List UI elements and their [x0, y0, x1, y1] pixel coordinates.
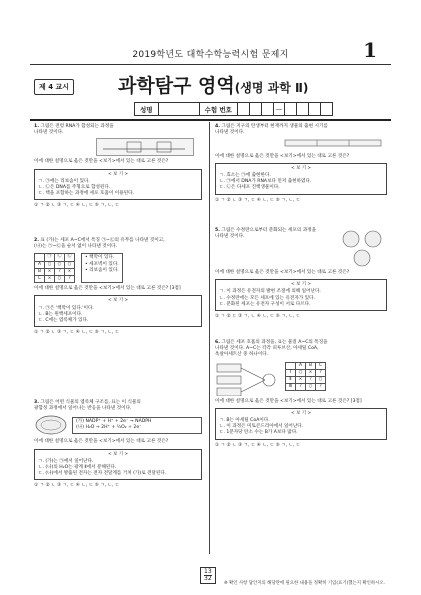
- bogi-box: [215, 163, 387, 195]
- answer-choices[interactable]: ① ㄱ ② ㄷ ③ ㄱ, ㄴ ④ ㄴ, ㄷ ⑤ ㄱ, ㄴ, ㄷ: [215, 314, 301, 320]
- bogi-item: ㄴ. 이 과정은 미토콘드리아에서 일어난다.: [219, 424, 304, 430]
- table-cell: Ⅰ: [286, 369, 296, 376]
- answer-choices[interactable]: ① ㄱ ② ㄴ ③ ㄱ, ㄷ ④ ㄴ, ㄷ ⑤ ㄱ, ㄴ, ㄷ: [34, 483, 120, 489]
- table-cell: B: [306, 362, 316, 369]
- table-cell: ?: [296, 384, 306, 391]
- exam-title: 2019학년도 대학수학능력시험 문제지: [132, 50, 289, 60]
- table-cell: C: [35, 276, 45, 283]
- question-number: 3.: [34, 400, 39, 405]
- table-cell: ?: [306, 377, 316, 384]
- reaction-table: [72, 417, 202, 433]
- name-label: 성명: [135, 103, 159, 115]
- id-cell[interactable]: [309, 103, 321, 115]
- figure-area: [215, 362, 387, 396]
- question-stem: 나타낸 것이다.: [215, 130, 245, 136]
- bogi-box: [215, 408, 387, 440]
- question-number: 2.: [34, 238, 39, 243]
- feature-list: [81, 253, 123, 283]
- answer-choices[interactable]: ① ㄱ ② ㄴ ③ ㄱ, ㄷ ④ ㄴ, ㄷ ⑤ ㄱ, ㄴ, ㄷ: [34, 330, 120, 336]
- question-stem: (나)는 ㉠~㉢을 순서 없이 나타낸 것이다.: [34, 244, 118, 250]
- table-cell: ㉠: [45, 254, 55, 261]
- bogi-item: ㄱ. ㉠에는 리보솜이 있다.: [38, 178, 90, 184]
- bogi-item: ㄷ. ㉡은 다세포 진핵생물이다.: [219, 185, 280, 191]
- question-prompt: 이에 대한 설명으로 옳은 것만을 <보기>에서 있는 대로 고른 것은?: [215, 153, 350, 159]
- question-3: [34, 400, 202, 490]
- bogi-item: ㄷ. C에는 엽록체가 있다.: [38, 318, 89, 324]
- reaction-item: (가) NADP⁺ + H⁺ + 2e⁻ → NADPH: [76, 419, 152, 425]
- table-cell: ○: [316, 377, 326, 384]
- feature-table: [34, 253, 75, 283]
- question-5: [215, 228, 387, 320]
- question-prompt: 이에 대한 설명으로 옳은 것만을 <보기>에서 있는 대로 고른 것은?: [215, 270, 350, 275]
- table-cell: ×: [296, 377, 306, 384]
- table-cell: C: [316, 362, 326, 369]
- bogi-box: [215, 279, 387, 311]
- question-stem: 나타낸 것이다.: [34, 130, 64, 136]
- bogi-title: < 보 기 >: [290, 282, 312, 288]
- bogi-item: ㄷ. 1분자당 탄소 수는 B가 A보다 많다.: [219, 430, 298, 436]
- question-stem: 나타낸 것이다.: [215, 234, 245, 240]
- table-cell: ○: [55, 261, 65, 268]
- id-label: 수험 번호: [200, 103, 238, 115]
- bogi-item: ㄱ. 이 과정은 유전자의 발현 조절에 의해 일어난다.: [219, 289, 321, 295]
- table-cell: Ⅱ: [286, 377, 296, 384]
- table-cell: ×: [65, 268, 75, 275]
- chloroplast-diagram: [34, 414, 68, 436]
- feature-item: • 리보솜이 있다.: [85, 267, 119, 273]
- question-stem: 광합성 과정에서 일어나는 반응을 나타낸 것이다.: [34, 406, 132, 412]
- question-stem: 그림은 세포 호흡의 과정을, 표는 물질 A~C의 특징을: [221, 340, 328, 345]
- table-cell: [286, 362, 296, 369]
- bogi-box: [34, 295, 202, 327]
- candidate-info: [134, 102, 333, 116]
- id-cell[interactable]: [321, 103, 332, 115]
- page-number: 1: [363, 38, 377, 62]
- question-stem: 표 (가)는 세포 A~C에서 특징 ㉠~㉢의 유무를 나타낸 것이고,: [40, 238, 165, 243]
- bogi-item: ㄷ. 핵을 포함하는 과정에 세포 호흡이 이용된다.: [38, 191, 134, 197]
- table-cell: ㉡: [55, 254, 65, 261]
- question-prompt: 이에 대한 설명으로 옳은 것만을 <보기>에서 있는 대로 고른 것은? [3점]: [215, 398, 362, 404]
- question-1: [34, 124, 202, 210]
- table-area: [34, 253, 202, 283]
- transcription-diagram: [97, 139, 193, 155]
- q5-text: [215, 228, 333, 268]
- column-divider: [209, 122, 210, 554]
- bogi-title: < 보 기 >: [107, 171, 129, 177]
- id-cell[interactable]: [250, 103, 262, 115]
- header-divider: [30, 64, 391, 65]
- bogi-item: ㄱ. 효소는 ㉠에 출현한다.: [219, 173, 271, 179]
- reaction-item: (나) H₂O → 2H⁺ + ½O₂ + 2e⁻: [76, 425, 142, 431]
- q5-head: [215, 228, 387, 268]
- bogi-title: < 보 기 >: [107, 298, 129, 304]
- question-stem: 그림은 어떤 식물의 엽록체 구조를, 표는 이 식물의: [40, 400, 141, 405]
- respiration-diagram: [215, 362, 279, 396]
- page-current: 13: [204, 568, 212, 575]
- bogi-title: < 보 기 >: [290, 410, 312, 416]
- timeline-diagram: [215, 138, 385, 148]
- question-stem: 그림은 수정란으로부터 분화되는 세포의 과정을: [221, 228, 317, 233]
- table-cell: ?: [316, 369, 326, 376]
- table-cell: ×: [45, 276, 55, 283]
- bogi-item: ㄷ. 분화된 세포는 유전자 구성이 서로 다르다.: [219, 301, 311, 307]
- question-prompt: 이에 대한 설명으로 옳은 것만을 <보기>에서 있는 대로 고른 것은?: [34, 439, 169, 445]
- bogi-item: ㄴ. ㉡은 DNA를 주형으로 합성된다.: [38, 185, 111, 191]
- table-cell: A: [35, 261, 45, 268]
- question-number: 5.: [215, 228, 220, 233]
- figure-area: [34, 414, 202, 436]
- bogi-item: ㄴ. B는 원핵세포이다.: [38, 311, 83, 317]
- id-cell[interactable]: [262, 103, 274, 115]
- answer-choices[interactable]: ① ㄱ ② ㄴ ③ ㄱ, ㄷ ④ ㄴ, ㄷ ⑤ ㄱ, ㄴ, ㄷ: [34, 203, 120, 209]
- table-cell: ×: [306, 369, 316, 376]
- subject-title: [118, 71, 308, 98]
- table-cell: ?: [55, 268, 65, 275]
- table-cell: [35, 254, 45, 261]
- bogi-title: < 보 기 >: [107, 451, 129, 457]
- answer-choices[interactable]: ① ㄱ ② ㄴ ③ ㄱ, ㄷ ④ ㄴ, ㄷ ⑤ ㄱ, ㄴ, ㄷ: [215, 197, 301, 203]
- table-cell: ○: [306, 384, 316, 391]
- bogi-item: ㄱ. B는 아세틸 CoA이다.: [219, 418, 270, 424]
- bogi-item: ㄷ. (나)에서 방출된 전자는 전자 전달계를 거쳐 (가)로 전달된다.: [38, 471, 167, 477]
- question-6: [215, 340, 387, 449]
- page-total: 32: [204, 575, 212, 582]
- bogi-item: ㄴ. (나)의 H₂O는 광계 Ⅱ에서 분해된다.: [38, 465, 117, 471]
- name-field[interactable]: [159, 103, 200, 115]
- bogi-item: ㄱ. (가)는 ㉠에서 일어난다.: [38, 458, 94, 464]
- feature-item: • 핵막이 있다.: [85, 255, 115, 261]
- page-counter: [200, 567, 216, 584]
- answer-choices[interactable]: ① ㄱ ② ㄴ ③ ㄱ, ㄷ ④ ㄴ, ㄷ ⑤ ㄱ, ㄴ, ㄷ: [215, 442, 301, 448]
- question-number: 4.: [215, 124, 220, 129]
- table-cell: ○: [296, 369, 306, 376]
- bogi-item: ㄴ. ㉠에서 DNA가 RNA보다 먼저 출현하였다.: [219, 179, 312, 185]
- bogi-item: ㄴ. 수정란에는 모든 세포에 있는 유전자가 있다.: [219, 295, 315, 301]
- cell-differentiation-diagram: [337, 228, 387, 268]
- question-stem: 그림은 전령 RNA가 합성되는 과정을: [40, 124, 114, 129]
- table-cell: ×: [45, 268, 55, 275]
- table-cell: ?: [316, 384, 326, 391]
- id-dash: —: [274, 103, 285, 115]
- bogi-box: [34, 449, 202, 481]
- table-cell: B: [35, 268, 45, 275]
- question-4: [215, 124, 387, 204]
- bogi-item: ㄱ. ㉠은 '핵막이 있다.'이다.: [38, 305, 94, 311]
- table-cell: Ⅲ: [286, 384, 296, 391]
- diagram-figure: [96, 138, 194, 156]
- table-cell: ○: [65, 261, 75, 268]
- footer-note: ※ 확인 사항 답안지의 해당란에 필요한 내용을 정확히 기입(표기)했는지 확인하시오.: [223, 581, 385, 586]
- question-number: 1.: [34, 124, 39, 129]
- bogi-box: [34, 169, 202, 201]
- substance-table: [285, 362, 326, 392]
- bogi-title: < 보 기 >: [290, 165, 312, 171]
- question-stem: 그림은 지구의 탄생부터 현재까지 생물의 출현 시기를: [221, 124, 328, 129]
- question-stem: 옥살아세트산 중 하나이다.: [215, 352, 269, 358]
- id-cell[interactable]: [297, 103, 309, 115]
- question-number: 6.: [215, 340, 220, 345]
- title-divider: [30, 119, 391, 121]
- session-label: 제 4 교시: [34, 79, 74, 95]
- table-cell: A: [296, 362, 306, 369]
- subject-sub: (생명 과학 Ⅱ): [234, 81, 309, 95]
- table-cell: ㉢: [65, 254, 75, 261]
- subject-main: 과학탐구 영역: [118, 75, 235, 97]
- feature-item: • 세포벽이 있다.: [85, 261, 119, 267]
- id-cell[interactable]: [285, 103, 297, 115]
- question-stem: 나타낸 것이다. A~C는 각각 피루브산, 아세틸 CoA,: [215, 346, 319, 352]
- table-cell: ?: [65, 276, 75, 283]
- question-prompt: 이에 대한 설명으로 옳은 것만을 <보기>에서 있는 대로 고른 것은? [3점]: [34, 286, 181, 292]
- question-prompt: 이에 대한 설명으로 옳은 것만을 <보기>에서 있는 대로 고른 것은?: [34, 159, 169, 165]
- question-2: [34, 238, 202, 336]
- id-cell[interactable]: [238, 103, 250, 115]
- table-cell: ○: [55, 276, 65, 283]
- table-cell: ○: [45, 261, 55, 268]
